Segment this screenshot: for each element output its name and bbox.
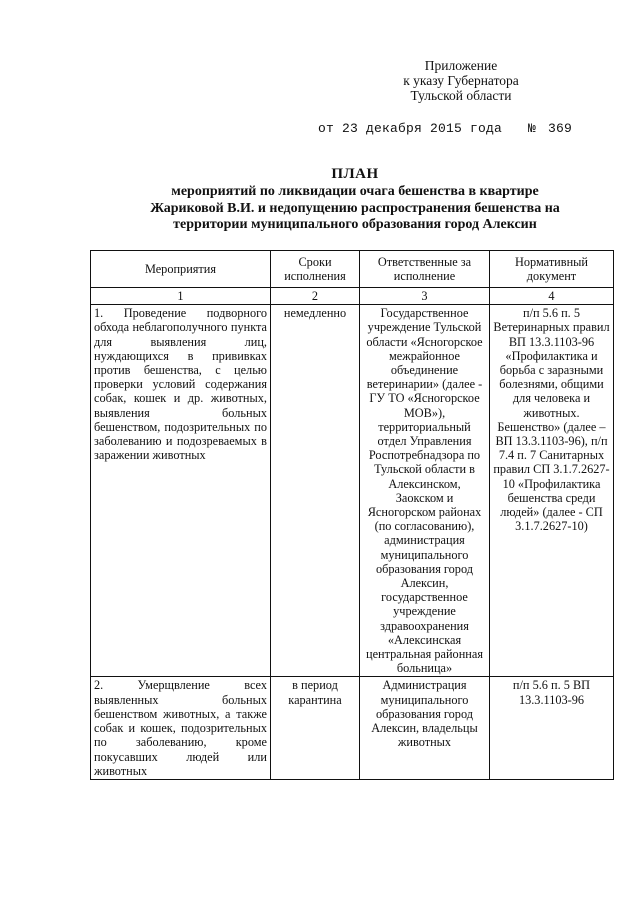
document-cell: п/п 5.6 п. 5 ВП 13.3.1103-96 [490,677,614,779]
decree-line [318,121,572,136]
event-cell: 1. Проведение подворного обхода неблагополучного пункта для выявления лиц, нуждающихся в прививках против бешенства, с целью проверки условий содержания собак, кошек и др. животных, выявления больных бешенством, подозрительных по заболеванию и подозреваемых в заражении животных [91,305,271,677]
header-events: Мероприятия [91,251,271,288]
deadline-cell: в период карантина [271,677,360,779]
title-line-1: мероприятий по ликвидации очага бешенства в квартире [171,184,539,199]
deadline-cell: немедленно [271,305,360,677]
table-header-row [91,251,614,288]
title-heading: ПЛАН [331,166,379,182]
document-title [90,165,620,234]
header-deadline: Сроки исполнения [271,251,360,288]
table-row [91,305,614,677]
title-line-2: Жариковой В.И. и недопущению распространения бешенства на [150,200,560,216]
decree-number: 369 [548,121,573,136]
header-document: Нормативный документ [490,251,614,288]
column-number: 2 [271,288,360,305]
column-number-row [91,288,614,305]
decree-date: от 23 декабря 2015 года [318,121,503,136]
annex-line-1: Приложение [424,58,498,73]
title-line-3: территории муниципального образования город Алексин [173,217,537,232]
annex-block [386,58,536,103]
annex-line-3: Тульской области [410,88,512,103]
column-number: 4 [490,288,614,305]
column-number: 1 [91,288,271,305]
document-cell: п/п 5.6 п. 5 Ветеринарных правил ВП 13.3.1103-96 «Профилактика и борьба с заразными болезнями, общими для человека и животных. Бешенство» (далее – ВП 13.3.1103-96), п/п 7.4 п. 7 Санитарных правил СП 3.1.7.2627-10 «Профилактика бешенства среди людей» (далее - СП 3.1.7.2627-10) [490,305,614,677]
header-responsible: Ответственные за исполнение [360,251,490,288]
decree-number-label: № [528,121,537,136]
responsible-cell: Администрация муниципального образования город Алексин, владельцы животных [360,677,490,779]
column-number: 3 [360,288,490,305]
annex-line-2: к указу Губернатора [403,73,519,88]
table-row [91,677,614,779]
event-cell: 2. Умерщвление всех выявленных больных бешенством животных, а также собак и кошек, подозрительных по заболеванию, кроме покусавших людей или животных [91,677,271,779]
plan-table [90,250,614,780]
responsible-cell: Государственное учреждение Тульской области «Ясногорское межрайонное объединение ветеринарии» (далее - ГУ ТО «Ясногорское МОВ»), территориальный отдел Управления Роспотребнадзора по Тульской области в Алексинском, Заокском и Ясногорском районах (по согласованию), администрация муниципального образования город Алексин, государственное учреждение здравоохранения «Алексинская центральная районная больница» [360,305,490,677]
